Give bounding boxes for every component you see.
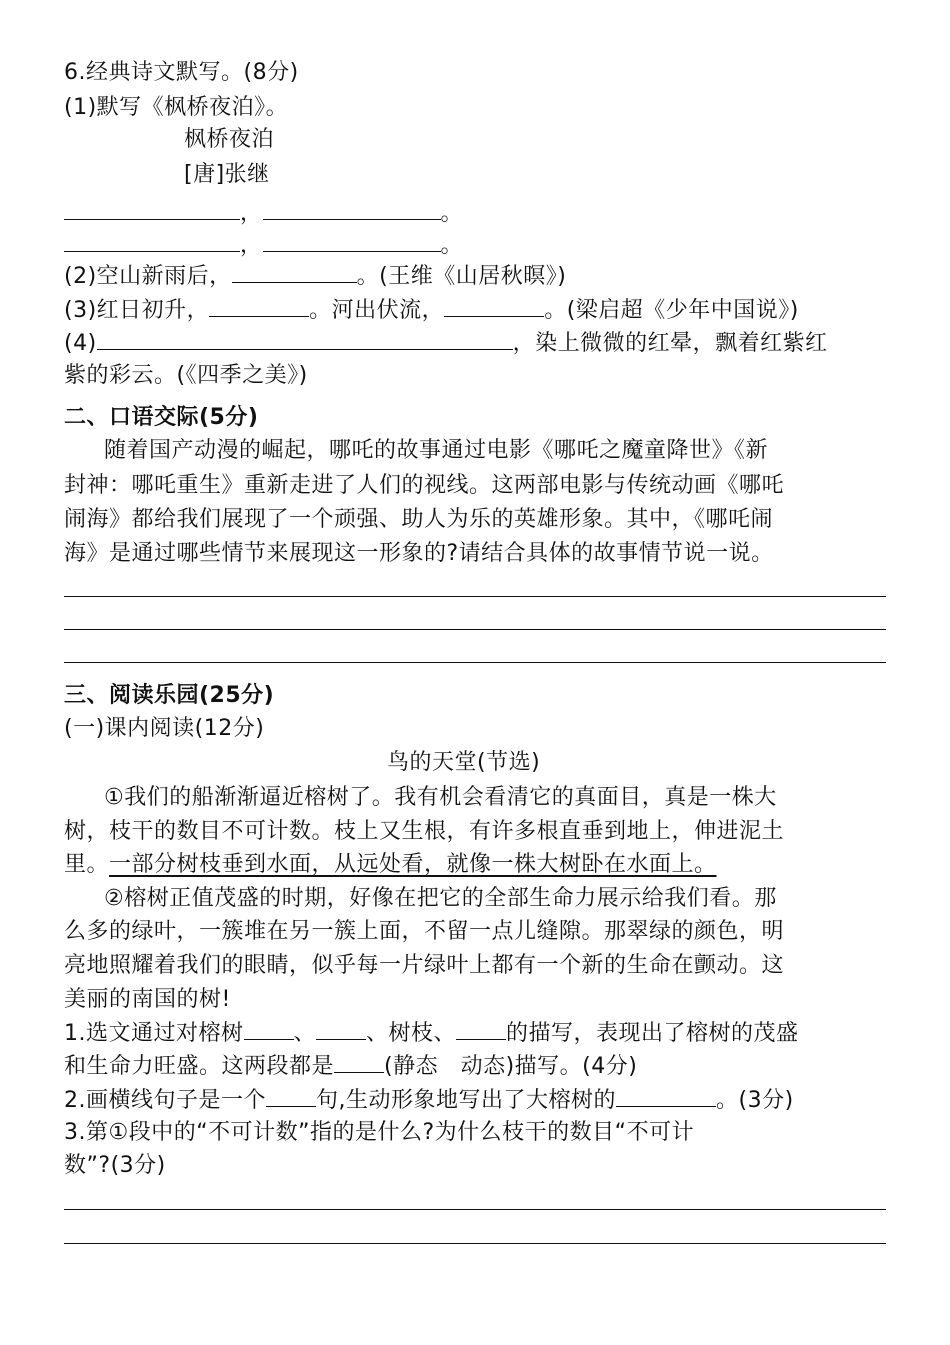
section2-text-line: 随着国产动漫的崛起，哪吒的故事通过电影《哪吒之魔童降世》《新 — [104, 438, 769, 463]
poem-title: 枫桥夜泊 — [184, 127, 275, 152]
answer-blank[interactable] — [444, 294, 544, 317]
comma: ， — [240, 201, 263, 226]
answer-blank[interactable] — [456, 1017, 506, 1040]
answer-blank[interactable] — [244, 1017, 294, 1040]
para2-line: ②榕树正值茂盛的时期，好像在把它的全部生命力展示给我们看。那 — [104, 886, 777, 911]
answer-line[interactable] — [64, 1209, 886, 1210]
section2-heading: 二、口语交际(5分) — [64, 405, 259, 430]
section2-text-line: 海》是通过哪些情节来展现这一形象的?请结合具体的故事情节说一说。 — [64, 541, 774, 566]
q3-line-cont: 数”?(3分) — [64, 1153, 166, 1178]
answer-blank[interactable] — [64, 229, 240, 252]
answer-blank[interactable] — [263, 229, 441, 252]
q1-line-cont: 和生命力旺盛。这两段都是 (静态 动态)描写。(4分) — [64, 1050, 637, 1082]
section2-text-line: 闹海》都给我们展现了一个顽强、助人为乐的英雄形象。其中，《哪吒闹 — [64, 507, 774, 532]
para1-line: 里。一部分树枝垂到水面，从远处看，就像一株大树卧在水面上。 — [64, 852, 717, 877]
section2-text-line: 封神：哪吒重生》重新走进了人们的视线。这两部电影与传统动画《哪吒 — [64, 473, 785, 498]
section3-heading: 三、阅读乐园(25分) — [64, 683, 275, 708]
q6-title: 6.经典诗文默写。(8分) — [64, 60, 299, 85]
poem-line-2 — [64, 229, 463, 261]
q6-part4: (4) ，染上微微的红晕，飘着红紫红 — [64, 327, 828, 359]
answer-blank[interactable] — [616, 1084, 716, 1107]
answer-blank[interactable] — [266, 1084, 316, 1107]
q3-line: 3.第①段中的“不可计数”指的是什么?为什么枝干的数目“不可计 — [64, 1120, 695, 1145]
answer-blank[interactable] — [263, 197, 441, 220]
para1-line: 树，枝干的数目不可计数。枝上又生根，有许多根直垂到地上，伸进泥土 — [64, 819, 785, 844]
article-title: 鸟的天堂(节选) — [387, 750, 541, 775]
para2-line: 亮地照耀着我们的眼睛，似乎每一片绿叶上都有一个新的生命在颤动。这 — [64, 953, 785, 978]
q6-part2: (2)空山新雨后， 。(王维《山居秋暝》) — [64, 260, 566, 292]
q6-part1: (1)默写《枫桥夜泊》。 — [64, 95, 289, 120]
answer-line[interactable] — [64, 596, 886, 597]
answer-line[interactable] — [64, 1243, 886, 1244]
poem-author: [唐]张继 — [184, 162, 270, 187]
underlined-sentence: 一部分树枝垂到水面，从远处看，就像一株大树卧在水面上。 — [109, 852, 717, 877]
para1-line: ①我们的船渐渐逼近榕树了。我有机会看清它的真面目，真是一株大 — [104, 785, 777, 810]
q6-part4-cont: 紫的彩云。(《四季之美》) — [64, 363, 308, 388]
answer-blank[interactable] — [64, 197, 240, 220]
answer-line[interactable] — [64, 629, 886, 630]
para2-line: 美丽的南国的树! — [64, 987, 231, 1012]
poem-line-1 — [64, 197, 463, 229]
comma: ， — [240, 233, 263, 258]
answer-blank[interactable] — [316, 1017, 366, 1040]
section3-subheading: (一)课内阅读(12分) — [64, 716, 265, 741]
answer-blank[interactable] — [209, 294, 309, 317]
period: 。 — [440, 201, 464, 226]
q2-line: 2.画横线句子是一个 句,生动形象地写出了大榕树的 。(3分) — [64, 1084, 794, 1116]
period: 。 — [440, 233, 464, 258]
answer-line[interactable] — [64, 662, 886, 663]
para2-line: 么多的绿叶，一簇堆在另一簇上面，不留一点儿缝隙。那翠绿的颜色，明 — [64, 919, 785, 944]
answer-blank[interactable] — [232, 260, 357, 283]
answer-blank[interactable] — [97, 327, 513, 350]
q6-part3: (3)红日初升， 。河出伏流， 。(梁启超《少年中国说》) — [64, 294, 799, 326]
q1-line: 1.选文通过对榕树 、 、树枝、 的描写，表现出了榕树的茂盛 — [64, 1017, 799, 1049]
answer-blank[interactable] — [334, 1050, 384, 1073]
